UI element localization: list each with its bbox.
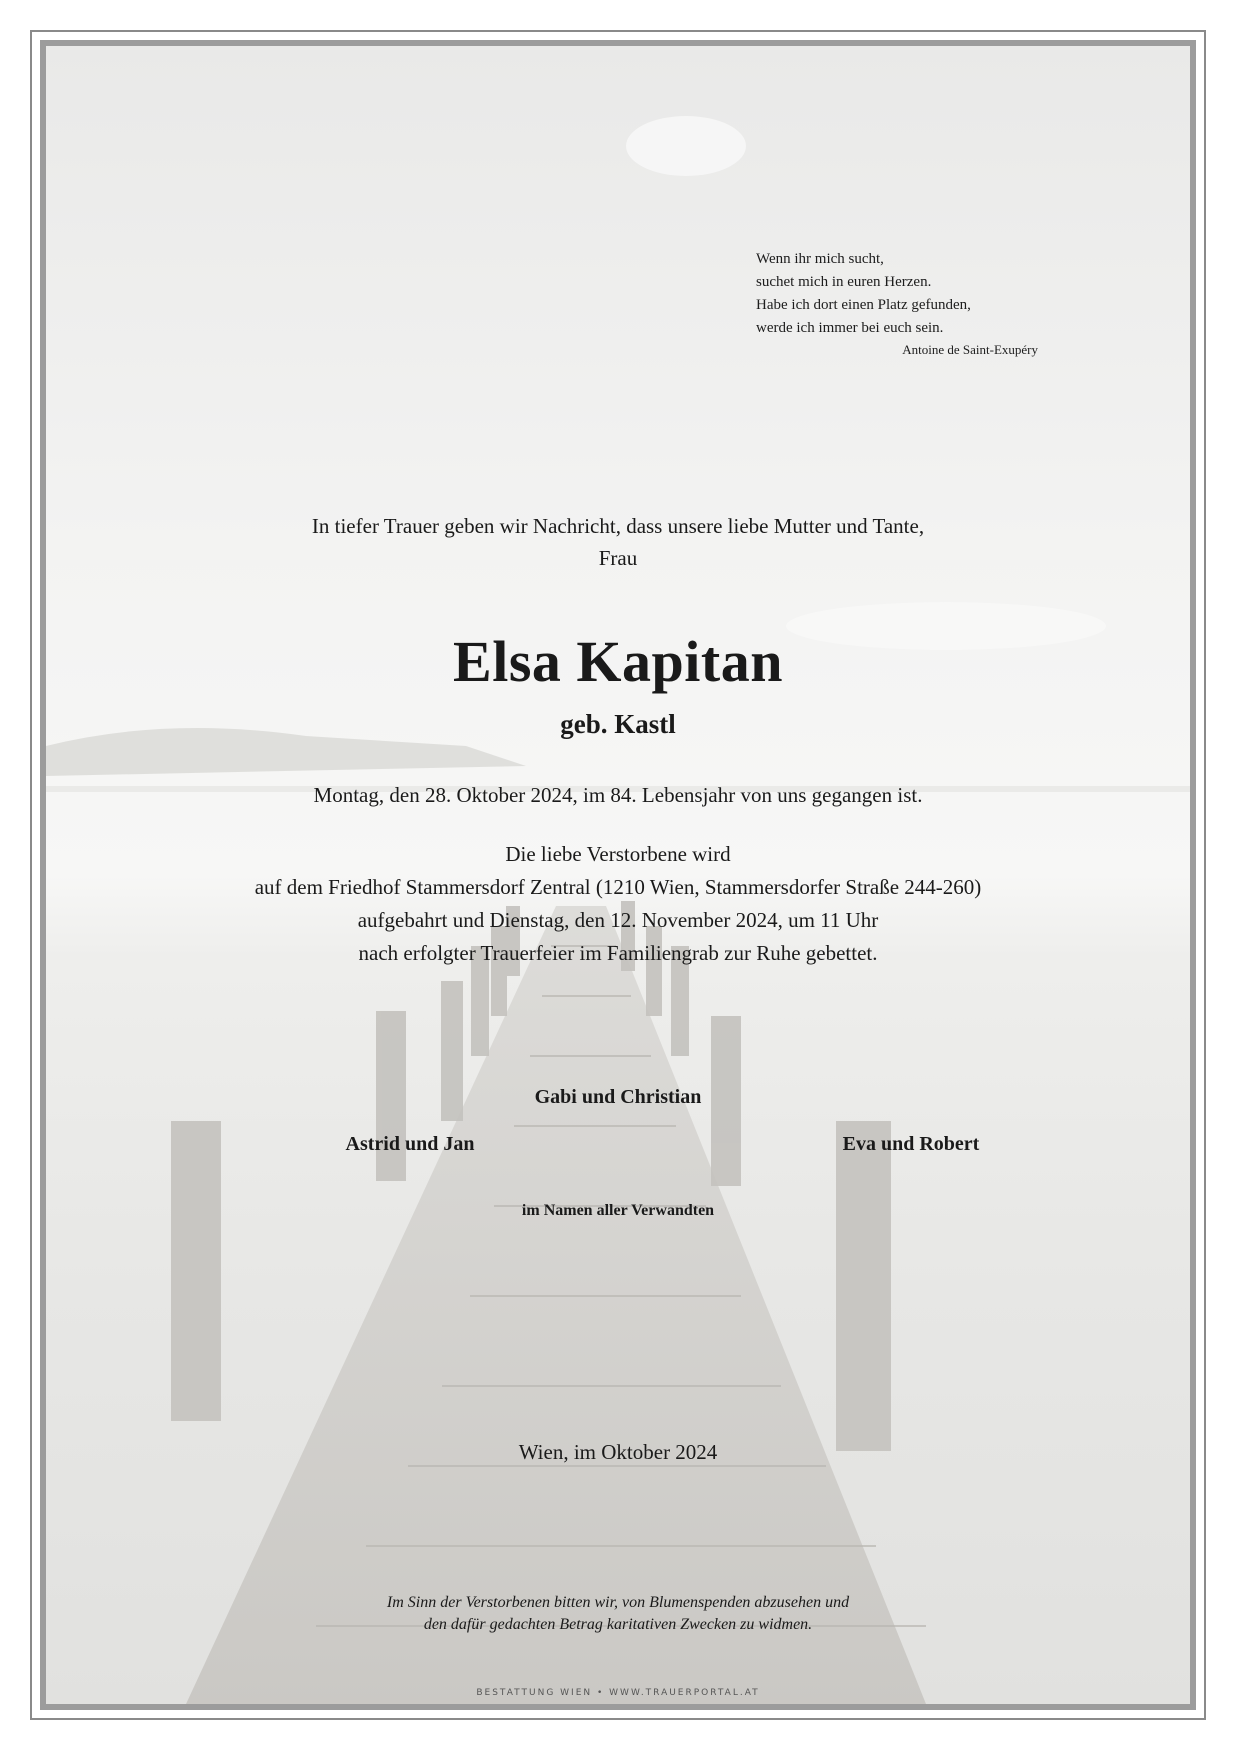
quote-block bbox=[756, 248, 1038, 360]
intro-text bbox=[46, 510, 1190, 574]
quote-line: Wenn ihr mich sucht, bbox=[756, 251, 884, 267]
ceremony-line: nach erfolgter Trauerfeier im Familiengrab zur Ruhe gebettet. bbox=[358, 941, 878, 965]
quote-line: suchet mich in euren Herzen. bbox=[756, 274, 932, 290]
mourner-center: Gabi und Christian bbox=[534, 1086, 702, 1108]
quote-line: Habe ich dort einen Platz gefunden, bbox=[756, 297, 971, 313]
ceremony-line: Die liebe Verstorbene wird bbox=[505, 842, 731, 866]
ceremony-line: auf dem Friedhof Stammersdorf Zentral (1210 Wien, Stammersdorfer Straße 244-260) bbox=[254, 875, 982, 899]
inner-frame-border bbox=[40, 40, 1196, 1710]
mourner-right: Eva und Robert bbox=[842, 1133, 980, 1155]
intro-line-1: In tiefer Trauer geben wir Nachricht, dass unsere liebe Mutter und Tante, bbox=[311, 514, 925, 538]
place-date: Wien, im Oktober 2024 bbox=[518, 1440, 718, 1464]
relatives-note: im Namen aller Verwandten bbox=[521, 1202, 715, 1219]
quote-line: werde ich immer bei euch sein. bbox=[756, 320, 944, 336]
birth-name: geb. Kastl bbox=[560, 709, 676, 739]
ceremony-line: aufgebahrt und Dienstag, den 12. November 2024, um 11 Uhr bbox=[357, 908, 879, 932]
deceased-name: Elsa Kapitan bbox=[453, 629, 783, 694]
footer-credit: BESTATTUNG WIEN • WWW.TRAUERPORTAL.AT bbox=[476, 1688, 760, 1698]
mourner-left: Astrid und Jan bbox=[345, 1133, 475, 1155]
request-line-1: Im Sinn der Verstorbenen bitten wir, von Blumenspenden abzusehen und bbox=[386, 1594, 850, 1611]
death-notice: Montag, den 28. Oktober 2024, im 84. Lebensjahr von uns gegangen ist. bbox=[313, 783, 923, 807]
ceremony-details bbox=[46, 838, 1190, 970]
intro-line-2: Frau bbox=[598, 546, 638, 570]
donation-request bbox=[46, 1592, 1190, 1636]
quote-author: Antoine de Saint-Exupéry bbox=[902, 342, 1038, 357]
request-line-2: den dafür gedachten Betrag karitativen Zwecken zu widmen. bbox=[423, 1616, 813, 1633]
